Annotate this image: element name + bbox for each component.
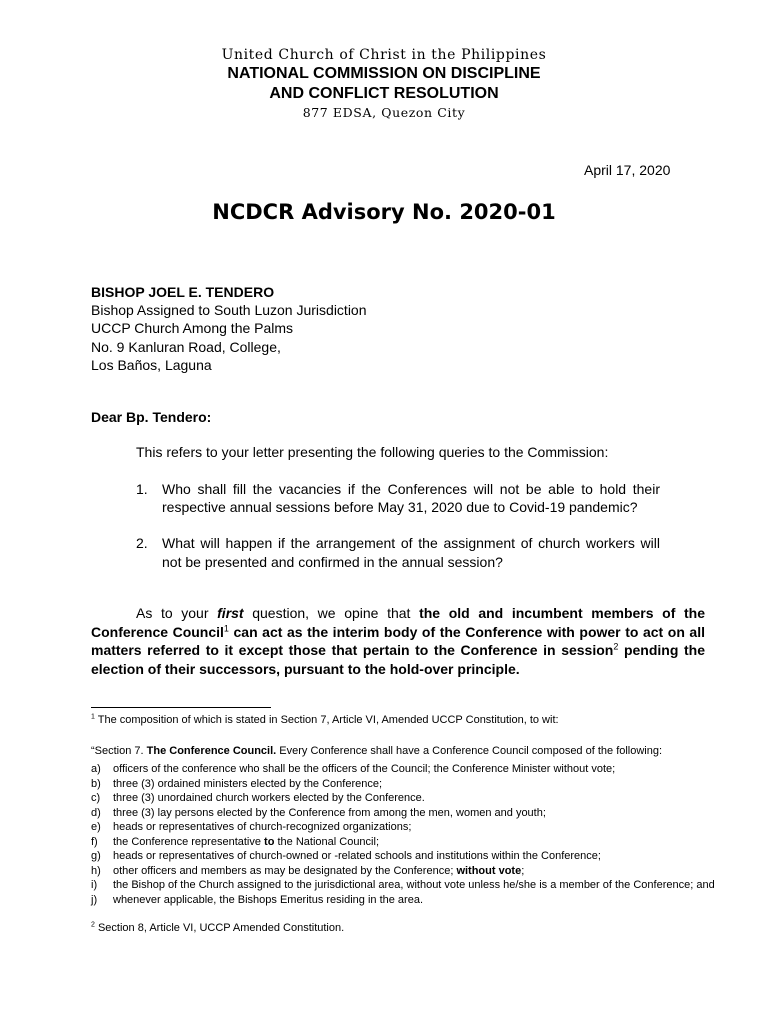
list-item-number: 1. bbox=[136, 481, 148, 497]
list-item-text: Who shall fill the vacancies if the Conferences will not be able to hold their respective annual sessions before May 31, 2020 due to Covid-19 pandemic? bbox=[162, 481, 660, 516]
queries-list bbox=[136, 480, 660, 589]
answer-bold-text: pending the election of their successors, pursuant to the hold-over principle. bbox=[91, 642, 705, 677]
list-item-bold: without vote bbox=[456, 864, 522, 877]
list-item bbox=[91, 864, 731, 879]
council-composition-list bbox=[91, 762, 731, 907]
list-item-letter: g) bbox=[91, 850, 101, 862]
list-item bbox=[91, 806, 731, 821]
quoted-section bbox=[91, 744, 671, 759]
list-item-text: three (3) lay persons elected by the Conference from among the men, women and youth; bbox=[113, 806, 546, 819]
addressee-line: Bishop Assigned to South Luzon Jurisdiction bbox=[91, 302, 367, 319]
footnote-1 bbox=[91, 713, 731, 728]
letter-date: April 17, 2020 bbox=[584, 162, 671, 178]
list-item bbox=[91, 878, 731, 893]
list-item-letter: b) bbox=[91, 777, 101, 790]
answer-text: question, we opine that bbox=[243, 605, 420, 621]
advisory-title: NCDCR Advisory No. 2020-01 bbox=[212, 200, 556, 224]
list-item-text: other officers and members as may be designated by the Conference; bbox=[113, 864, 457, 877]
list-item-letter: j) bbox=[91, 893, 98, 906]
list-item bbox=[91, 835, 731, 850]
list-item-letter: c) bbox=[91, 792, 101, 804]
list-item-letter: f) bbox=[91, 835, 98, 848]
list-item-letter: a) bbox=[91, 763, 101, 775]
footnote-divider bbox=[91, 707, 271, 708]
list-item-text: officers of the conference who shall be the officers of the Council; the Conference Minister without vote; bbox=[113, 763, 616, 775]
list-item bbox=[91, 893, 731, 908]
list-item-text: three (3) unordained church workers elected by the Conference. bbox=[113, 792, 425, 804]
answer-emphasis-first: first bbox=[217, 605, 244, 621]
addressee-line: UCCP Church Among the Palms bbox=[91, 320, 294, 337]
list-item-bold: to bbox=[264, 835, 275, 848]
footnote-2 bbox=[91, 921, 731, 936]
organization-name: United Church of Christ in the Philippines bbox=[221, 47, 547, 63]
answer-bold-text: can act as the interim body of the Conference with power to act on all matters referred to it except those that pertain to the Conference in session bbox=[91, 623, 705, 658]
commission-name-line-1: NATIONAL COMMISSION ON DISCIPLINE bbox=[227, 65, 541, 82]
quote-text: Every Conference shall have a Conference Council composed of the following: bbox=[276, 744, 663, 757]
footnote-mark: 2 bbox=[91, 921, 95, 929]
list-item-letter: d) bbox=[91, 806, 101, 819]
letterhead bbox=[0, 46, 768, 122]
letterhead-address: 877 EDSA, Quezon City bbox=[302, 105, 466, 120]
list-item-text: whenever applicable, the Bishops Emeritus residing in the area. bbox=[113, 893, 424, 906]
addressee-line: Los Baños, Laguna bbox=[91, 356, 212, 373]
list-item bbox=[91, 762, 731, 777]
addressee-line: No. 9 Kanluran Road, College, bbox=[91, 338, 281, 355]
footnote-mark: 1 bbox=[91, 713, 95, 721]
list-item-text: ; bbox=[521, 864, 525, 877]
footnote-ref-1[interactable]: 1 bbox=[223, 622, 229, 633]
list-item bbox=[91, 849, 731, 864]
answer-text: As to your bbox=[136, 605, 218, 621]
list-item bbox=[91, 791, 731, 806]
list-item bbox=[136, 480, 660, 516]
list-item-text: What will happen if the arrangement of the assignment of church workers will not be presented and confirmed in the annual session? bbox=[162, 535, 660, 570]
list-item-text: the Bishop of the Church assigned to the jurisdictional area, without vote unless he/she is a member of the Conference; and bbox=[113, 879, 715, 891]
list-item bbox=[91, 777, 731, 792]
list-item-letter: i) bbox=[91, 879, 98, 891]
list-item-text: the National Council; bbox=[274, 835, 379, 848]
list-item-text: heads or representatives of church-recognized organizations; bbox=[113, 821, 412, 833]
answer-bold-text: the old and incumbent members of the Conference Council bbox=[91, 605, 705, 640]
list-item-text: three (3) ordained ministers elected by the Conference; bbox=[113, 777, 383, 790]
intro-paragraph: This refers to your letter presenting the following queries to the Commission: bbox=[136, 444, 609, 460]
salutation: Dear Bp. Tendero: bbox=[91, 409, 212, 425]
list-item bbox=[91, 820, 731, 835]
answer-paragraph bbox=[91, 604, 705, 678]
quote-heading: The Conference Council. bbox=[146, 744, 277, 757]
addressee-block bbox=[91, 283, 367, 374]
list-item-number: 2. bbox=[136, 535, 148, 552]
list-item-letter: e) bbox=[91, 821, 101, 833]
addressee-name: BISHOP JOEL E. TENDERO bbox=[91, 284, 275, 300]
list-item-letter: h) bbox=[91, 864, 101, 877]
commission-name-line-2: AND CONFLICT RESOLUTION bbox=[269, 85, 499, 102]
list-item bbox=[136, 534, 660, 570]
list-item-text: the Conference representative bbox=[113, 835, 265, 848]
quote-text: “Section 7. bbox=[91, 744, 147, 757]
footnote-text: The composition of which is stated in Section 7, Article VI, Amended UCCP Constitution, to wit: bbox=[94, 714, 559, 726]
footnote-ref-2[interactable]: 2 bbox=[613, 641, 619, 652]
footnotes bbox=[91, 713, 731, 936]
list-item-text: heads or representatives of church-owned or -related schools and institutions within the Conference; bbox=[113, 850, 601, 862]
footnote-text: Section 8, Article VI, UCCP Amended Constitution. bbox=[94, 922, 345, 934]
